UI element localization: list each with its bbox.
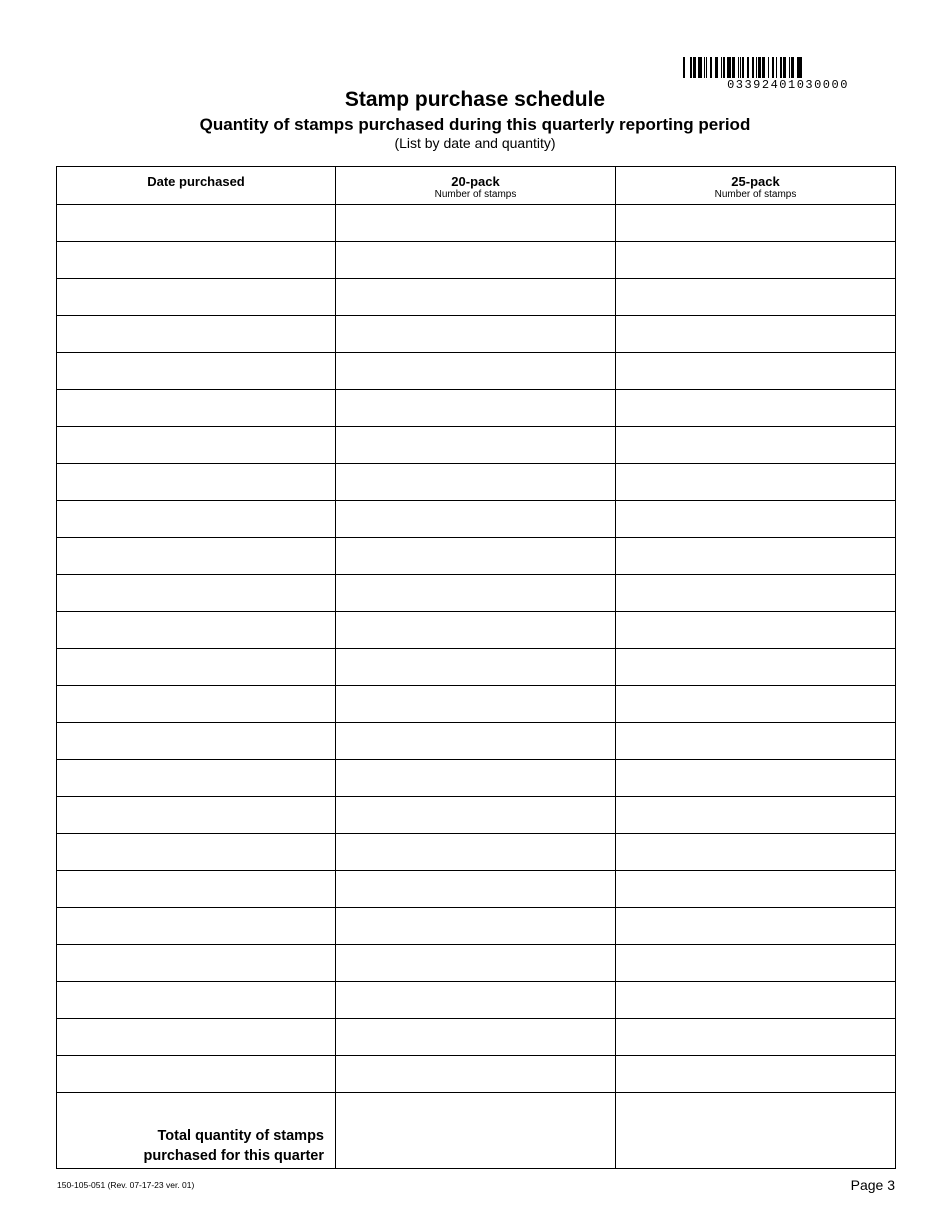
table-row bbox=[57, 538, 896, 575]
table-row bbox=[57, 982, 896, 1019]
column-label: 20-pack bbox=[451, 174, 500, 189]
table-row bbox=[57, 1019, 896, 1056]
column-sublabel: Number of stamps bbox=[434, 189, 517, 200]
table-row bbox=[57, 205, 896, 242]
25-pack-field[interactable] bbox=[616, 760, 896, 797]
20-pack-field[interactable] bbox=[336, 834, 616, 871]
25-pack-field[interactable] bbox=[616, 279, 896, 316]
25-pack-field[interactable] bbox=[616, 908, 896, 945]
table-row bbox=[57, 723, 896, 760]
date-field[interactable] bbox=[57, 1019, 336, 1056]
table-row bbox=[57, 390, 896, 427]
table-row bbox=[57, 945, 896, 982]
table-row bbox=[57, 871, 896, 908]
date-field[interactable] bbox=[57, 242, 336, 279]
page-subtitle: Quantity of stamps purchased during this quarterly reporting period bbox=[199, 115, 751, 134]
25-pack-field[interactable] bbox=[616, 982, 896, 1019]
25-pack-field[interactable] bbox=[616, 834, 896, 871]
total-20-pack-field[interactable] bbox=[336, 1093, 616, 1169]
barcode-number: 03392401030000 bbox=[727, 78, 849, 92]
25-pack-field[interactable] bbox=[616, 723, 896, 760]
20-pack-field[interactable] bbox=[336, 871, 616, 908]
20-pack-field[interactable] bbox=[336, 353, 616, 390]
column-header-date bbox=[57, 167, 336, 205]
20-pack-field[interactable] bbox=[336, 501, 616, 538]
table-row bbox=[57, 834, 896, 871]
20-pack-field[interactable] bbox=[336, 797, 616, 834]
instruction-note: (List by date and quantity) bbox=[394, 135, 556, 151]
table-row bbox=[57, 797, 896, 834]
20-pack-field[interactable] bbox=[336, 279, 616, 316]
20-pack-field[interactable] bbox=[336, 649, 616, 686]
date-field[interactable] bbox=[57, 649, 336, 686]
form-id: 150-105-051 (Rev. 07-17-23 ver. 01) bbox=[57, 1180, 195, 1190]
20-pack-field[interactable] bbox=[336, 464, 616, 501]
date-field[interactable] bbox=[57, 723, 336, 760]
table-row bbox=[57, 1056, 896, 1093]
date-field[interactable] bbox=[57, 427, 336, 464]
20-pack-field[interactable] bbox=[336, 575, 616, 612]
25-pack-field[interactable] bbox=[616, 390, 896, 427]
column-label: Date purchased bbox=[147, 174, 245, 189]
table-row bbox=[57, 908, 896, 945]
20-pack-field[interactable] bbox=[336, 427, 616, 464]
25-pack-field[interactable] bbox=[616, 871, 896, 908]
25-pack-field[interactable] bbox=[616, 1019, 896, 1056]
date-field[interactable] bbox=[57, 316, 336, 353]
20-pack-field[interactable] bbox=[336, 1019, 616, 1056]
date-field[interactable] bbox=[57, 686, 336, 723]
25-pack-field[interactable] bbox=[616, 427, 896, 464]
column-header-25-pack bbox=[616, 167, 896, 205]
20-pack-field[interactable] bbox=[336, 945, 616, 982]
25-pack-field[interactable] bbox=[616, 464, 896, 501]
25-pack-field[interactable] bbox=[616, 316, 896, 353]
20-pack-field[interactable] bbox=[336, 982, 616, 1019]
table-row bbox=[57, 501, 896, 538]
25-pack-field[interactable] bbox=[616, 538, 896, 575]
table-row bbox=[57, 575, 896, 612]
date-field[interactable] bbox=[57, 982, 336, 1019]
date-field[interactable] bbox=[57, 760, 336, 797]
20-pack-field[interactable] bbox=[336, 612, 616, 649]
20-pack-field[interactable] bbox=[336, 390, 616, 427]
25-pack-field[interactable] bbox=[616, 353, 896, 390]
date-field[interactable] bbox=[57, 834, 336, 871]
table-row bbox=[57, 353, 896, 390]
table-row bbox=[57, 649, 896, 686]
table-row bbox=[57, 279, 896, 316]
column-header-20-pack bbox=[336, 167, 616, 205]
date-field[interactable] bbox=[57, 538, 336, 575]
25-pack-field[interactable] bbox=[616, 242, 896, 279]
date-field[interactable] bbox=[57, 612, 336, 649]
table-row bbox=[57, 464, 896, 501]
column-label: 25-pack bbox=[731, 174, 780, 189]
date-field[interactable] bbox=[57, 501, 336, 538]
25-pack-field[interactable] bbox=[616, 575, 896, 612]
date-field[interactable] bbox=[57, 797, 336, 834]
page-number: Page 3 bbox=[850, 1177, 895, 1193]
total-25-pack-field[interactable] bbox=[616, 1093, 896, 1169]
table-row bbox=[57, 612, 896, 649]
stamp-purchase-table bbox=[56, 166, 896, 1169]
table-row bbox=[57, 760, 896, 797]
20-pack-field[interactable] bbox=[336, 316, 616, 353]
25-pack-field[interactable] bbox=[616, 612, 896, 649]
barcode bbox=[683, 57, 893, 78]
table-row bbox=[57, 316, 896, 353]
table-row bbox=[57, 242, 896, 279]
date-field[interactable] bbox=[57, 871, 336, 908]
date-field[interactable] bbox=[57, 908, 336, 945]
25-pack-field[interactable] bbox=[616, 1056, 896, 1093]
20-pack-field[interactable] bbox=[336, 538, 616, 575]
date-field[interactable] bbox=[57, 279, 336, 316]
20-pack-field[interactable] bbox=[336, 1056, 616, 1093]
date-field[interactable] bbox=[57, 205, 336, 242]
25-pack-field[interactable] bbox=[616, 797, 896, 834]
20-pack-field[interactable] bbox=[336, 686, 616, 723]
date-field[interactable] bbox=[57, 945, 336, 982]
date-field[interactable] bbox=[57, 575, 336, 612]
date-field[interactable] bbox=[57, 1056, 336, 1093]
column-sublabel: Number of stamps bbox=[714, 189, 797, 200]
total-label: Total quantity of stamps purchased for this quarter bbox=[57, 1093, 336, 1169]
date-field[interactable] bbox=[57, 353, 336, 390]
table-row bbox=[57, 427, 896, 464]
20-pack-field[interactable] bbox=[336, 242, 616, 279]
25-pack-field[interactable] bbox=[616, 501, 896, 538]
20-pack-field[interactable] bbox=[336, 723, 616, 760]
date-field[interactable] bbox=[57, 390, 336, 427]
20-pack-field[interactable] bbox=[336, 205, 616, 242]
25-pack-field[interactable] bbox=[616, 205, 896, 242]
page-title: Stamp purchase schedule bbox=[344, 88, 606, 111]
table-row bbox=[57, 686, 896, 723]
20-pack-field[interactable] bbox=[336, 760, 616, 797]
25-pack-field[interactable] bbox=[616, 945, 896, 982]
date-field[interactable] bbox=[57, 464, 336, 501]
25-pack-field[interactable] bbox=[616, 686, 896, 723]
total-row bbox=[57, 1093, 896, 1169]
25-pack-field[interactable] bbox=[616, 649, 896, 686]
20-pack-field[interactable] bbox=[336, 908, 616, 945]
